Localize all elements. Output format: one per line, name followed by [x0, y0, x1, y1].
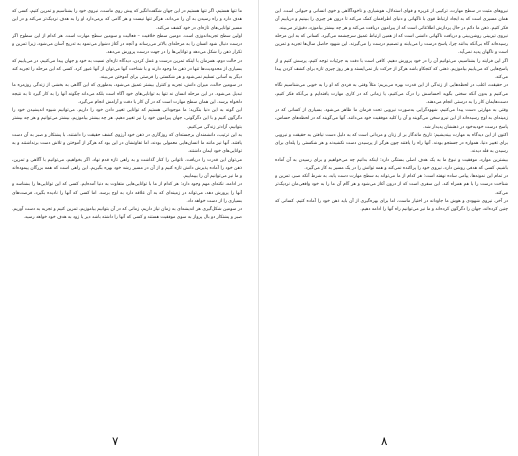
page-number-left: ۷ [112, 434, 119, 448]
paragraph: اگر این فرایند را بشناسیم، می‌توانیم آن را در خود پرورش دهیم. کافی است با دقت به جزئیات توجه کنیم، پرسش کنیم و از پاسخ‌هایی که می‌یابیم بیاموزیم. ذهنی که کنجکاو باشد هرگز از حرکت باز نمی‌ایستد و هر روز چیزی تازه برای کشف کردن پیدا می‌کند. [275, 58, 508, 80]
paragraph: به این ترتیب، دانشمندان برجسته‌ای که روزگاری در ذهن خود آرزوی کشف حقیقت را داشتند، با پشتکار و صبر به آن دست یافتند. آنها نیز مانند ما انسان‌هایی معمولی بودند، اما تفاوتشان در این بود که هرگز از آموختن و تلاش دست برنداشتند و به توانایی‌های خود ایمان داشتند. [12, 132, 242, 155]
paragraph: اکنون از این دیدگاه به مهارت بیندیشیم: تاریخ ماندگار بر از زنان و مردانی است که به دلیل دست نیافتن به حقیقت و نیرویی برای تغییر دنیا، همواره در جستجو بودند. آنها راه را یافتند چون هرگز از پرسیدن دست نکشیدند و هر شکستی را پله‌ای برای رسیدن به قله دیدند. [275, 132, 508, 155]
paragraph: می‌توان این قدرت را دریافت، ناتوانی را کنار گذاشت و به راهی تازه قدم نهاد. اگر بخواهیم، می‌توانیم با آگاهی و تمرین، ذهن خود را آماده پذیرش دانش تازه کنیم و از آن در مسیر رشد خود بهره بگیریم. این راهی است که همه بزرگان پیموده‌اند و ما نیز می‌توانیم آن را بپیماییم. [12, 157, 242, 179]
paragraph: این گونه به این دنیا بنگرید: ما موجوداتی هستیم که توانایی تغییر دادن خود را داریم. می‌توانیم شیوه اندیشیدن خود را دگرگون کنیم و با این دگرگونی، جهان پیرامون خود را نیز تغییر دهیم. هر چه بیشتر بیاموزیم، بیشتر می‌توانیم و هر چه بیشتر بتوانیم، آزادتر زندگی می‌کنیم. [12, 108, 242, 130]
page-number-right: ۸ [381, 434, 388, 448]
paragraph: وقتی به مهارتی دست پیدا می‌کنیم، شهودگرایی به‌صورت نیرویی تحت فرمان ما ظاهر می‌شود. بسیاری از کسانی که در زمینه‌ای به اوج رسیده‌اند از این نیرو سخن می‌گویند و آن را کلید موفقیت خود می‌دانند. آنها می‌گویند که در لحظه‌های حساس، پاسخ درست خودبه‌خود در ذهنشان پدیدار شد. [275, 108, 508, 130]
paragraph: در تمام این نمونه‌ها، پیامی ساده نهفته است: هر کدام از ما می‌تواند به سطح مهارت دست یابد، به شرط آنکه صبر، تمرین و شناخت درست را با هم همراه کند. این سفری است که از درون آغاز می‌شود و هر گام آن ما را به خود واقعی‌مان نزدیک‌تر می‌کند. [275, 174, 508, 196]
right-page-text [275, 8, 508, 428]
paragraph: در حقیقت، اغلب در لحظه‌هایی از زندگی از این قدرت بهره می‌بریم: مثلاً وقتی به فردی که او را به خوبی می‌شناسیم نگاه می‌کنیم و بدون آنکه سخنی بگوید احساسش را درک می‌کنیم، یا زمانی که در کاری مهارت یافته‌ایم و بی‌آنکه فکر کنیم، دست‌هایمان کار را به درستی انجام می‌دهند. [275, 83, 508, 105]
paragraph: نیروی تیزبینی روشن‌بینی و دریافت ناگهانی دانشی است که از همین ارتباط عمیق سرچشمه می‌گیرد. کسانی که به این مرحله رسیده‌اند گاه بی‌آنکه بدانند چرا، پاسخ درست را می‌یابند و تصمیم درست را می‌گیرند. این شهود حاصل سال‌ها تجربه و تمرین است و ناگهان پدید نمی‌آید. [275, 33, 508, 56]
paragraph: بیشترین موارد، موفقیت و نبوغ ما به یک هدف اصلی بستگی دارد: اینکه بدانیم چه می‌خواهیم و برای رسیدن به آن آماده باشیم. کسی که هدفی روشن دارد، نیروی خود را پراکنده نمی‌کند و همه توانش را در یک مسیر به کار می‌گیرد. [275, 157, 508, 171]
left-page-text [12, 8, 242, 428]
paragraph: اولین سطح تجربه‌اندوزی است. دومین سطح خلاقیت – فعالیت و سومین سطح مهارت است. هر کدام از این سطوح اگر درست دنبال شود انسان را به مرحله‌ای بالاتر می‌رساند و آنچه در آغاز دشوار می‌نمود به تدریج آسان می‌شود، زیرا تمرین و تکرار ذهن را شکل می‌دهد و توانایی‌ها را در جهت درست پرورش می‌دهد. [12, 33, 242, 56]
paragraph: در ادامه، نکته‌ای مهم وجود دارد: هر کدام از ما با توانایی‌هایی متفاوت به دنیا آمده‌ایم. کسی که این توانایی‌ها را بشناسد و آنها را پرورش دهد، می‌تواند در زمینه‌ای که به آن علاقه دارد به اوج برسد. اما کسی که آنها را نادیده بگیرد، فرصت‌های بسیاری را از دست خواهد داد. [12, 182, 242, 204]
paragraph: در حالت دوم، همزمان با اینکه تمرین درست و عمل کردن، دیدگاه تازه‌ای نسبت به خود و جهان پیدا می‌کنیم، در می‌یابیم که بسیاری از محدودیت‌ها تنها در ذهن ما وجود دارند و با شناخت آنها می‌توان از آنها عبور کرد. کسی که این مرحله را تجربه کند دیگر به آسانی تسلیم نمی‌شود و هر شکستی را فرصتی برای آموختن می‌بیند. [12, 58, 242, 80]
paragraph: نیروهای مثبت در سطح مهارت، ترکیبی از غریزه و قوای استدلال، هوشیاری و ناخودآگاهی و خوی انسانی و حیوانی است. این همان مسیری است که به ایجاد ارتباط قوی با ناگهانی و دنیای اطرافمان کمک می‌کند تا درون هر چیزی را ببینیم و دریابیم آن فکر کنیم. ذهن ما دائم در حال پردازش اطلاعاتی است که از پیرامون دریافت می‌کند و هر چه بیشتر بیاموزد، دقیق‌تر می‌بیند. [275, 9, 508, 31]
right-page [259, 0, 518, 456]
paragraph: در آخر، نیروی شهودی و هوش ما جاودانه در اختیار ماست، اما برای بهره‌گیری از آن باید ذهن خود را آماده کنیم. کسانی که چنین کرده‌اند، جهان را دگرگون کرده‌اند و ما نیز می‌توانیم راه آنها را ادامه دهیم. [275, 198, 508, 212]
paragraph: در سومین شکل‌گیری هر اندیشه‌ای به زمان نیاز داریم، زمانی که در آن بتوانیم بیاموزیم، تمرین کنیم و تجربه به دست آوریم. صبر و پشتکار دو بال پرواز به سوی موفقیت هستند و کسی که آنها را داشته باشد دیر یا زود به هدف خود خواهد رسید. [12, 207, 242, 221]
paragraph: در سومین حالت، میزان دانش، تجربه و کنترل بیشتر عمیق می‌شود، به‌طوری که این آگاهی به بخشی از زندگی روزمره ما تبدیل می‌شود. در این مرحله انسان نه تنها به توانایی‌های خود آگاه است بلکه می‌داند چگونه آنها را به کار گیرد تا به نتیجه دلخواه برسد. این همان سطح مهارت است که در آن کار با دقت و آرامش انجام می‌گیرد. [12, 83, 242, 105]
paragraph: ما تنها هستیم، اگر تنها هستیم در این جهان شگفت‌انگیز که پیش روی ماست، نیروی خود را بشناسیم و تمرین کنیم، کسی که هدف دارد و راه رسیدن به آن را می‌داند، هرگز تنها نیست و هر گامی که برمی‌دارد او را به هدف نزدیک‌تر می‌کند و در این مسیر توانایی‌های تازه‌ای در خود کشف می‌کند. [12, 9, 242, 31]
